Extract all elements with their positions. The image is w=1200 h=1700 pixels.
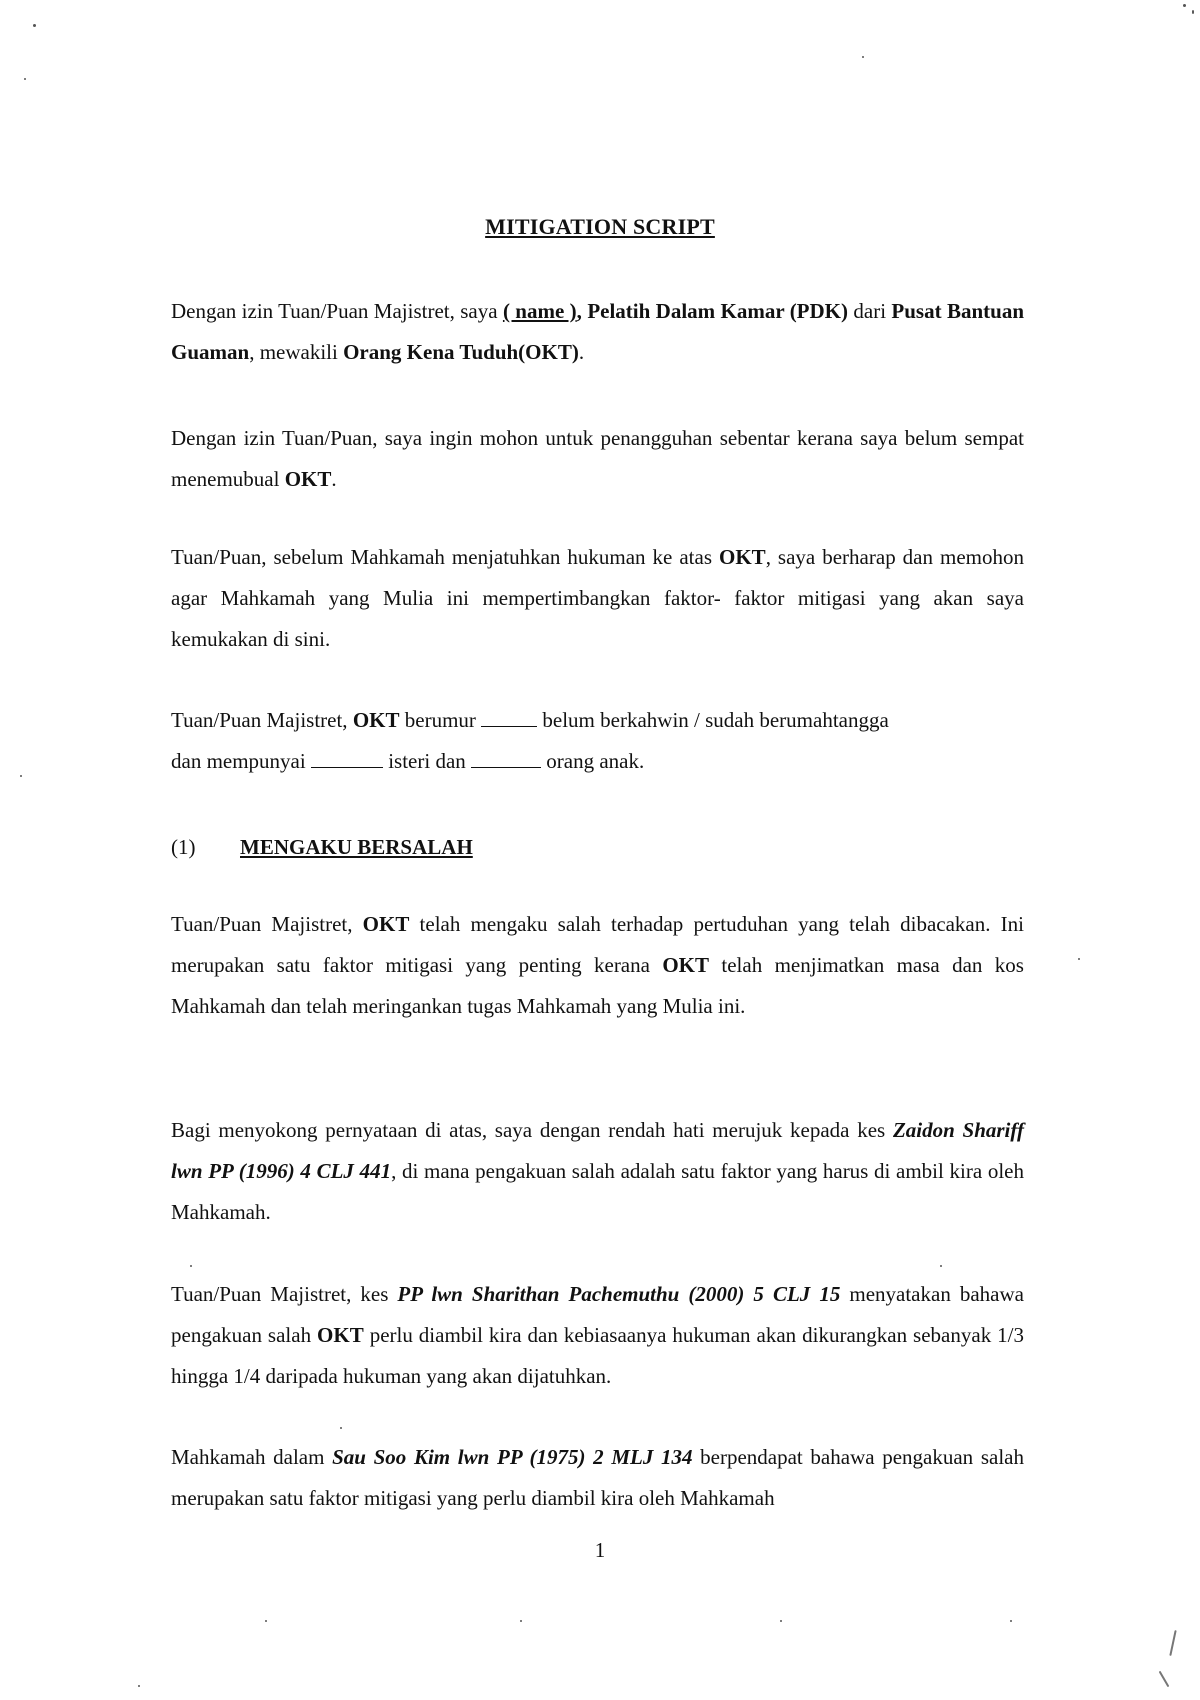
- scan-speck: [138, 1685, 140, 1687]
- scan-speck: [1159, 1671, 1170, 1688]
- scan-speck: [265, 1620, 267, 1622]
- scan-speck: [1192, 10, 1194, 14]
- case-citation: Zaidon Shariff lwn PP (1996) 4 CLJ 441: [171, 1118, 1024, 1183]
- document-title: MITIGATION SCRIPT: [485, 214, 715, 239]
- scan-speck: [1010, 1620, 1012, 1622]
- page-number: 1: [594, 1538, 606, 1562]
- mitigation-intro-paragraph: Tuan/Puan, sebelum Mahkamah menjatuhkan hukuman ke atas OKT, saya berharap dan memohon agar Mahkamah yang Mulia ini mempertimbangkan faktor- faktor mitigasi yang akan saya kemukakan di sini.: [171, 545, 1024, 651]
- scan-speck: [1078, 958, 1080, 960]
- children-blank: [471, 749, 541, 768]
- personal-details-paragraph: Tuan/Puan Majistret, OKT berumur belum berkahwin / sudah berumahtangga dan mempunyai isteri dan orang anak.: [171, 708, 889, 773]
- scan-speck: [190, 1265, 192, 1267]
- intro-paragraph: Dengan izin Tuan/Puan Majistret, saya ( name ), Pelatih Dalam Kamar (PDK) dari Pusat Bantuan Guaman, mewakili Orang Kena Tuduh(OKT).: [171, 299, 1025, 364]
- adjournment-paragraph: Dengan izin Tuan/Puan, saya ingin mohon untuk penangguhan sebentar kerana saya belum sempat menemubual OKT.: [171, 426, 1024, 491]
- case-zaidon-paragraph: Bagi menyokong pernyataan di atas, saya dengan rendah hati merujuk kepada kes Zaidon Shariff lwn PP (1996) 4 CLJ 441, di mana pengakuan salah adalah satu faktor yang harus di ambil kira oleh Mahkamah.: [171, 1118, 1024, 1224]
- scan-speck: [1183, 4, 1186, 7]
- section-number: (1): [171, 835, 196, 859]
- guilty-plea-paragraph: Tuan/Puan Majistret, OKT telah mengaku salah terhadap pertuduhan yang telah dibacakan. Ini merupakan satu faktor mitigasi yang penting kerana OKT telah menjimatkan masa dan kos Mahkamah dan telah meringankan tugas Mahkamah yang Mulia ini.: [171, 912, 1024, 1018]
- scan-speck: [20, 775, 22, 777]
- scan-speck: [862, 56, 864, 58]
- scan-speck: [940, 1265, 942, 1267]
- scan-speck: [33, 24, 36, 27]
- wives-blank: [311, 749, 383, 768]
- case-citation: Sau Soo Kim lwn PP (1975) 2 MLJ 134: [332, 1445, 693, 1469]
- scan-speck: [780, 1620, 782, 1622]
- case-citation: PP lwn Sharithan Pachemuthu (2000) 5 CLJ 15: [397, 1282, 841, 1306]
- case-sharithan-paragraph: Tuan/Puan Majistret, kes PP lwn Sharithan Pachemuthu (2000) 5 CLJ 15 menyatakan bahawa pengakuan salah OKT perlu diambil kira dan kebiasaanya hukuman akan dikurangkan sebanyak 1/3 hingga 1/4 daripada hukuman yang akan dijatuhkan.: [171, 1282, 1024, 1388]
- section-heading-guilty-plea: [171, 832, 1024, 862]
- name-placeholder: ( name ): [502, 299, 577, 323]
- case-sau-soo-kim-paragraph: Mahkamah dalam Sau Soo Kim lwn PP (1975) 2 MLJ 134 berpendapat bahawa pengakuan salah merupakan satu faktor mitigasi yang perlu diambil kira oleh Mahkamah: [171, 1445, 1024, 1510]
- scan-speck: [340, 1427, 342, 1429]
- age-blank: [481, 708, 537, 727]
- scan-speck: [24, 78, 26, 80]
- section-title: MENGAKU BERSALAH: [240, 835, 473, 859]
- scan-speck: [1169, 1630, 1176, 1656]
- scan-speck: [520, 1620, 522, 1622]
